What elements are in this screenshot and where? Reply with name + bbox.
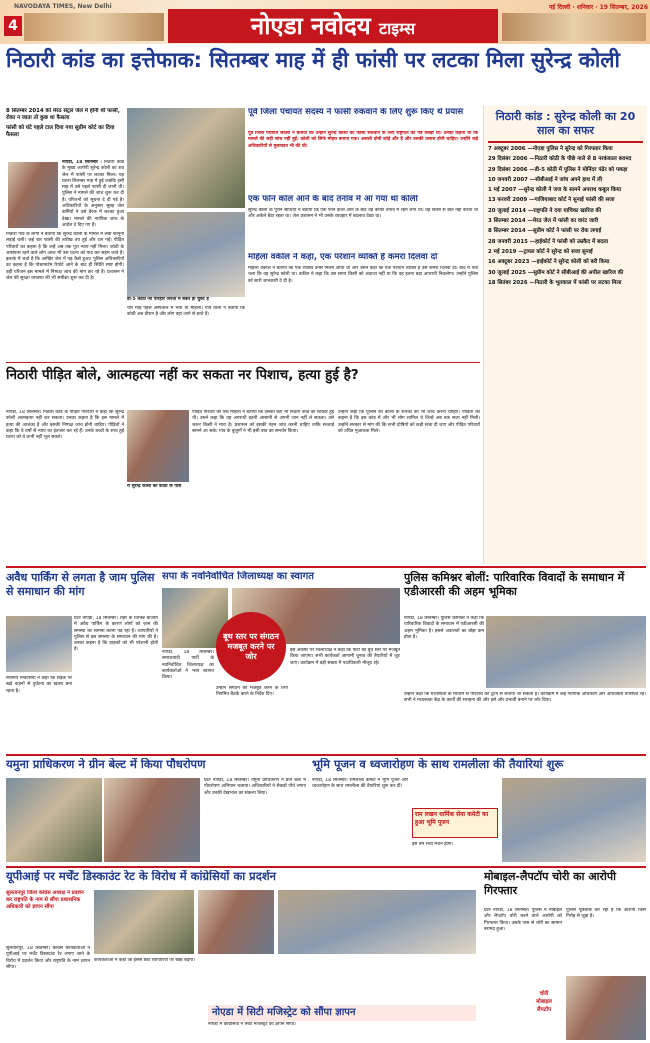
sidebar-timeline (484, 146, 647, 287)
theft-label-3: लैपटॉप (536, 1007, 552, 1013)
ramleela-headline: भूमि पूजन व ध्वजारोहण के साथ रामलीला की तैयारियां शुरू (312, 758, 564, 771)
kothi-caption: डी-5 कोठी जो परिहार जनता में बंकर हो चुकी है (127, 297, 209, 302)
yamuna-photo-2 (104, 778, 200, 862)
sp-text-3: उन्होंने संगठन को मजबूत करने के लिए नियमित बैठकें करने के निर्देश दिए। (216, 686, 288, 698)
page-number: 4 (4, 16, 22, 36)
theft-text-1: ग्रेटर नोएडा, 18 सितम्बर। पुलिस ने मोबाइल और लैपटॉप चोरी करने वाले आरोपी को गिरफ्तार किया। उसके पास से चोरी का सामान बरामद हुआ। (484, 908, 562, 932)
section2-headline: निठारी पीड़ित बोले, आत्महत्या नहीं कर सकता नर पिशाच, हत्या हुई है? (6, 367, 359, 383)
sidebar (483, 106, 647, 564)
section2-text-3: उन्होंने कहा कि पुलिस को कोली के संपर्कों की भी जांच करनी चाहिए। पीड़ितों का कहना है कि इस कांड में और भी लोग शामिल थे जिन्हें अब तक सजा नहीं मिली। उन्होंने सरकार से मांग की कि सभी दोषियों को कड़ी सजा दी जाए और पीड़ित परिवारों को उचित मुआवजा मिले। (338, 410, 480, 434)
victim-photo (127, 410, 189, 482)
adrc-photo (486, 616, 646, 688)
timeline-item: 10 जनवरी 2007 —सीबीआई ने जांच अपने हाथ में ली (488, 176, 603, 183)
parking-headline: अवैध पार्किंग से लगता है जाम पुलिस से समाधान की मांग (6, 571, 155, 598)
sub-headline-1: पूर्व जिला पंचायत सदस्य ने फांसी रुकवाने के लिए शुरू किए थे प्रयास (248, 108, 464, 117)
timeline-item: 30 जुलाई 2025 —सुप्रीम कोर्ट ने सीबीआई की अपील खारिज की (488, 269, 624, 276)
main-bullet-1: 8 सितम्बर 2014 को मेरठ सेंट्रल जेल में होनी थी फांसी, रोका न जाता तो कुछ था फैसला (6, 108, 120, 122)
upi-headline: यूपीआई पर मर्चेंट डिस्काउंट रेट के विरोध में कांग्रेसियों का प्रदर्शन (6, 870, 277, 883)
masthead-photo-right (502, 13, 646, 41)
masthead-photo-left (24, 13, 164, 41)
theft-label-2: मोबाइल (536, 999, 552, 1005)
adrc-headline: पुलिस कमिश्नर बोलीं: पारिवारिक विवादों के समाधान में एडीआरसी की अहम भूमिका (404, 571, 625, 598)
timeline-item: 20 जुलाई 2014 —राष्ट्रपति ने दया याचिका खारिज की (488, 207, 602, 214)
timeline-item: 29 दिसंबर 2006 —डी-5 कोठी में पुलिस ने मोनिंदर पंढेर को पकड़ा (488, 166, 628, 173)
timeline-item: 16 अक्टूबर 2023 —हाईकोर्ट ने सुरेन्द्र कोली को बरी किया (488, 259, 610, 266)
main-text-col2: चार माह पहले अस्पताल में भर्ती थी महिला। गांव वालों ने बताया कि कोठी अब वीरान है और लोग वहां जाने से डरते हैं। (127, 306, 245, 318)
sidebar-title: निठारी कांड : सुरेन्द्र कोली का 20 साल का सफर (495, 110, 636, 137)
main-byline-text: नोएडा, 18 सितम्बर । निठारी कांड के मुख्य आरोपी सुरेन्द्र कोली का शव जेल में फांसी पर लटका मिला। यह घटना सितम्बर माह में हुई जबकि इसी माह में उसे पहले फांसी दी जानी थी। पुलिस ने मामले की जांच शुरू कर दी है। परिजनों को सूचना दे दी गई है। अधिकारियों के अनुसार सुबह जेल कर्मियों ने उसे बैरक में लटका हुआ देखा। मामले की न्यायिक जांच के आदेश दे दिए गए हैं। (62, 160, 124, 228)
main-bullets (6, 108, 124, 158)
timeline-item: 13 फरवरी 2009 —गाजियाबाद कोर्ट ने सुनाई फांसी की सजा (488, 197, 615, 204)
parking-photo (6, 616, 72, 672)
timeline-item: 8 सितम्बर 2014 —सुप्रीम कोर्ट ने फांसी पर रोक लगाई (488, 228, 602, 235)
sub-text-1: पूर्व जिला पंचायत सदस्य ने बताया कि उन्होंने सुरेन्द्र कोली की फांसी रुकवाने के लिए राष्ट्रपति को पत्र लिखा था। उनका कहना था कि मामले की सही जांच नहीं हुई। कोली को सिर्फ मोहरा बनाया गया। असली दोषी कोई और है और उसकी तलाश होनी चाहिए। उन्होंने कई अधिकारियों से मुलाकात भी की थी। (248, 131, 478, 149)
upi-photo-3 (278, 890, 476, 954)
upi-text-2: कार्यकर्ताओं ने कहा कि इससे छोटे व्यापारियों पर बोझ बढ़ेगा। (94, 958, 195, 963)
timeline-item: 29 दिसंबर 2006 —निठारी कोठी के पीछे नाले से 8 नरकंकाल बरामद (488, 156, 632, 163)
sp-text-2: इस अवसर पर जिलाध्यक्ष ने कहा कि पार्टी को बूथ स्तर पर मजबूत किया जाएगा। सभी कार्यकर्ता आगामी चुनाव की तैयारियों में जुट जाएं। कार्यक्रम में बड़ी संख्या में पदाधिकारी मौजूद रहे। (290, 648, 400, 666)
victim-caption: रो सुरेन्द्र कोली की कोठी के पास (127, 484, 182, 489)
ramleela-text-2: इस वर्ष भव्य मंचन होगा। (412, 842, 454, 847)
sub-headline-3: महिला वकील ने कहा, एक परेशान व्यक्ति है कमरा दिलवा दो (248, 253, 438, 262)
masthead-right-text: नई दिल्ली · शनिवार · 19 सितम्बर, 2026 (548, 4, 648, 11)
theft-labels (524, 990, 564, 1038)
main-headline: निठारी कांड का इत्तेफाक: सितम्बर माह में ही फांसी पर लटका मिला सुरेन्द्र कोली (6, 48, 620, 72)
timeline-item: 18 सितंबर 2026 —निठारी के भूतकाल में फांसी पर लटका मिला (488, 279, 622, 286)
sp-text-1: नोएडा, 18 सितम्बर। समाजवादी पार्टी के नवनिर्वाचित जिलाध्यक्ष का कार्यकर्ताओं ने भव्य स्वागत किया। (162, 650, 214, 681)
section2-text-2: पीड़ित परिवार की एक महिला ने बताया कि उसकी बेटी भी निठारी कांड का शिकार हुई थी। उसने कहा कि वह अपराधी इतनी आसानी से अपनी जान नहीं ले सकता। उसे जरूर किसी ने मारा है। प्रशासन को इसकी गहन जांच करनी चाहिए ताकि सच्चाई सामने आ सके। गांव के बुजुर्गों ने भी इसी बात का समर्थन किया। (192, 410, 334, 434)
main-byline: नोएडा, 18 सितम्बर (62, 160, 98, 165)
sp-badge (216, 612, 286, 682)
timeline-item: 7 अक्टूबर 2006 —नोएडा पुलिस ने सुरेन्द्र को गिरफ्तार किया (488, 146, 613, 152)
theft-headline: मोबाइल-लैपटॉप चोरी का आरोपी गिरफ्तार (484, 870, 616, 897)
masthead-title-suffix: टाइम्स (379, 19, 416, 38)
house-photo (127, 108, 245, 208)
upi-bullet: सुलतानपुर जिला कांग्रेस अध्यक्ष ने प्रदर्शन कर राष्ट्रपति के नाम से सौंपा प्रशासनिक अधिकारी को ज्ञापन सौंपा (6, 890, 84, 910)
theft-photo (566, 976, 646, 1040)
kothi-photo (127, 212, 245, 297)
city-magistrate-headline: नोएडा में सिटी मजिस्ट्रेट को सौंपा ज्ञापन (208, 1005, 476, 1021)
masthead (0, 0, 650, 44)
upi-photo-1 (94, 890, 194, 954)
masthead-title (168, 9, 498, 43)
ramleela-photo (502, 778, 646, 862)
theft-label-1: चोरी (539, 991, 549, 997)
main-bullet-2: फांसी को घंटे पहले टाल दिया गया सुप्रीम कोर्ट का दिया फैसला (6, 124, 115, 138)
sub-text-3: महिला वकील ने बताया कि एक व्यक्ति उनसे मिलने आया था और उसने कहा कि एक परेशान व्यक्ति है उसे कमरा दिलवा दो। बाद में पता चला कि वह सुरेन्द्र कोली था। वकील ने कहा कि उस समय किसी को अंदाजा नहीं था कि वह इतना बड़ा अपराधी निकलेगा। उन्होंने पुलिस को सारी जानकारी दे दी है। (248, 266, 478, 284)
upi-photo-2 (198, 890, 274, 954)
masthead-title-main: नोएडा नवोदय (250, 11, 371, 40)
suspect-photo (8, 162, 58, 228)
yamuna-headline: यमुना प्राधिकरण ने ग्रीन बेल्ट में किया पौधरोपण (6, 758, 206, 771)
ramleela-subhead (412, 808, 498, 838)
adrc-text-1: नोएडा, 18 सितम्बर। पुलिस कमिश्नर ने कहा कि पारिवारिक विवादों के समाधान में एडीआरसी की अहम भूमिका है। इससे अदालतों का बोझ कम होता है। (404, 616, 484, 640)
timeline-item: 3 सितम्बर 2014 —मेरठ जेल में फांसी का वारंट जारी (488, 218, 599, 225)
yamuna-text: ग्रेटर नोएडा, 18 सितम्बर। यमुना प्राधिकरण ने ग्रीन बेल्ट में पौधरोपण अभियान चलाया। अधिकारियों ने सैकड़ों पौधे लगाए और उनकी देखभाल का संकल्प लिया। (204, 778, 306, 796)
upi-text-1: सुलतानपुर, 18 सितम्बर। कांग्रेस कार्यकर्ताओं ने यूपीआई पर मर्चेंट डिस्काउंट रेट लगाए जाने के विरोध में प्रदर्शन किया और राष्ट्रपति के नाम ज्ञापन सौंपा। (6, 946, 90, 970)
yamuna-photo-1 (6, 778, 102, 862)
main-text-col: निठारी गांव के लोगों ने बताया कि सुरेन्द्र कोली के मामले में लंबी कानूनी लड़ाई चली। कई बार फांसी की तारीख तय हुई और टल गई। पीड़ित परिवारों का कहना है कि उन्हें अब तक पूरा न्याय नहीं मिला। कोठी के आसपास रहने वाले लोग आज भी उस घटना को याद कर सहम जाते हैं। इलाके में चर्चा है कि आखिर जेल में यह कैसे हुआ। पुलिस अधिकारियों का कहना है कि पोस्टमार्टम रिपोर्ट आने के बाद ही स्थिति स्पष्ट होगी। वहीं परिजन इस मामले में निष्पक्ष जांच की मांग कर रहे हैं। प्रशासन ने जेल की सुरक्षा व्यवस्था की भी समीक्षा शुरू कर दी है। (6, 232, 124, 282)
sp-badge-text: बूथ स्तर पर संगठन मजबूत करने पर जोर (223, 632, 279, 661)
ramleela-text-1: नोएडा, 18 सितम्बर। रामलीला कमेटी ने भूमि पूजन और ध्वजारोहण के साथ रामलीला की तैयारियां शुरू कर दीं। (312, 778, 408, 790)
theft-text-2: पुलिस पूछताछ कर रही है कि आरोपी किस गिरोह से जुड़ा है। (566, 908, 646, 920)
timeline-item: 1 मई 2007 —सुरेन्द्र कोली ने जज के सामने अपराध कबूल किया (488, 187, 622, 194)
section2-text-1: नोएडा, 18 सितम्बर। निठारी कांड के पीड़ित परिवारों ने कहा कि सुरेन्द्र कोली आत्महत्या नहीं कर सकता। उनका कहना है कि इस मामले में हत्या की आशंका है और इसकी निष्पक्ष जांच होनी चाहिए। पीड़ितों ने कहा कि वे वर्षों से न्याय का इंतजार कर रहे हैं। उनके बच्चों के साथ हुई घटना को वे कभी नहीं भूल सकते। (6, 410, 124, 441)
ramleela-subhead-text: राम लखन धार्मिक सेवा कमेटी का हुआ भूमि पूजन (415, 811, 489, 826)
adrc-text-2: उन्होंने कहा कि मध्यस्थता के माध्यम से परिवारों को टूटने से बचाया जा सकता है। कार्यक्रम में कई न्यायिक अधिकारी और अधिवक्ता उपस्थित रहे। सभी ने मध्यस्थता केंद्र के कार्यों की सराहना की और इसे और प्रभावी बनाने पर जोर दिया। (404, 692, 646, 704)
sub-text-2: सुरेन्द्र कोली के पुराने साथियों ने बताया कि एक फोन कॉल आने के बाद वह काफी तनाव में रहने लगा था। वह किसी से बात नहीं करता था और अकेले बैठा रहता था। जेल प्रशासन ने भी उसके व्यवहार में बदलाव देखा था। (248, 208, 478, 220)
city-magistrate-text: नोएडा में कांग्रेसियों ने सिटी मजिस्ट्रेट को ज्ञापन सौंपा। (208, 1022, 296, 1027)
timeline-item: 2 मई 2019 —ट्रायल कोर्ट ने सुरेन्द्र को सजा सुनाई (488, 248, 593, 255)
parking-text-2: स्थानीय निवासियों ने कहा कि सड़क पर खड़े वाहनों से दुर्घटना का खतरा बना रहता है। (6, 676, 72, 694)
timeline-item: 28 जनवरी 2015 —हाईकोर्ट ने फांसी को उम्रकैद में बदला (488, 238, 609, 245)
masthead-left-text: NAVODAYA TIMES, New Delhi (14, 3, 112, 10)
sp-headline: सपा के नवनिर्वाचित जिलाध्यक्ष का स्वागत (162, 571, 314, 582)
sub-headline-2: एक फोन कॉल आने के बाद तनाव में आ गया था कोली (248, 195, 418, 204)
parking-text: ग्रेटर नोएडा, 18 सितम्बर। शहर के विभिन्न बाजारों में अवैध पार्किंग के कारण लोगों को जाम की समस्या का सामना करना पड़ रहा है। व्यापारियों ने पुलिस से इस समस्या के समाधान की मांग की है। उनका कहना है कि ग्राहकों को भी परेशानी होती है। (74, 616, 158, 653)
